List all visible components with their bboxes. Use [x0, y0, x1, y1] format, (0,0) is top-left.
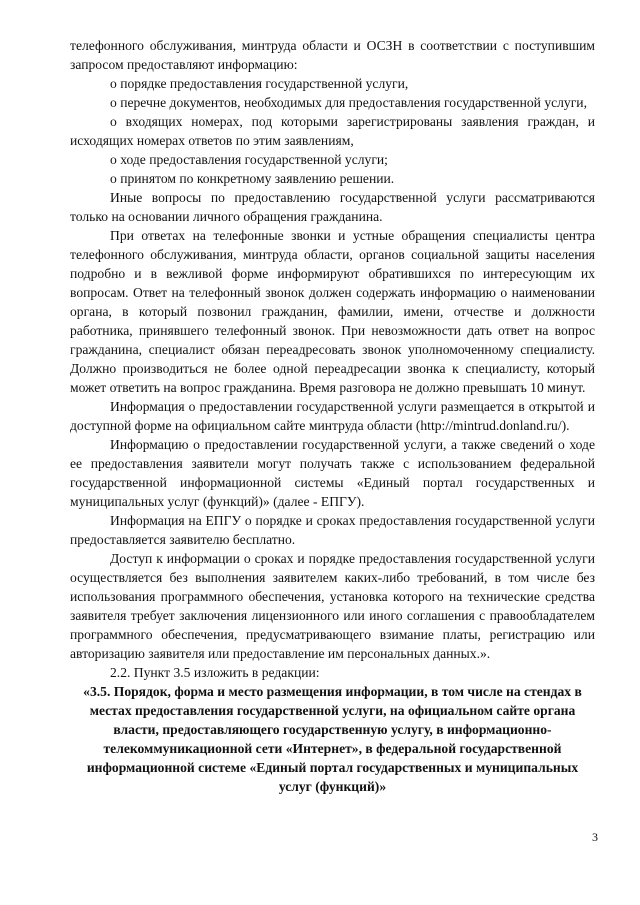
paragraph: При ответах на телефонные звонки и устные обращения специалисты центра телефонного обслуживания, минтруда области, органов социальной защиты населения подробно и в вежливой форме информируют обратившихся по интересующим их вопросам. Ответ на телефонный звонок должен содержать информацию о наименовании органа, в который позвонил гражданин, фамилии, имени, отчестве и должности работника, принявшего телефонный звонок. При невозможности дать ответ на вопрос гражданина, специалист обязан переадресовать звонок уполномоченному специалисту. Должно производиться не более одной переадресации звонка к специалисту, который может ответить на вопрос гражданина. Время разговора не должно превышать 10 минут.: [70, 228, 595, 395]
section-heading: «3.5. Порядок, форма и место размещения информации, в том числе на стендах в местах предоставления государственной услуги, на официальном сайте органа власти, предоставляющего государственную услугу, в информационно-телекоммуникационной сети «Интернет», в федеральной государственной информационной системе «Единый портал государственных и муниципальных услуг (функций)»: [83, 684, 582, 794]
paragraph: Иные вопросы по предоставлению государственной услуги рассматриваются только на основании личного обращения гражданина.: [70, 190, 595, 224]
paragraph: Информацию о предоставлении государственной услуги, а также сведений о ходе ее предоставления заявители могут получать также с использованием федеральной государственной информационной системы «Единый портал государственных и муниципальных услуг (функций)» (далее - ЕПГУ).: [70, 437, 595, 509]
paragraph: телефонного обслуживания, минтруда области и ОСЗН в соответствии с поступившим запросом предоставляют информацию:: [70, 38, 595, 72]
list-item: о ходе предоставления государственной услуги;: [110, 152, 388, 167]
paragraph: Доступ к информации о сроках и порядке предоставления государственной услуги осуществляется без выполнения заявителем каких-либо требований, в том числе без использования программного обеспечения, установка которого на технические средства заявителя требует заключения лицензионного или иного соглашения с правообладателем программного обеспечения, предусматривающего взимание платы, регистрацию или авторизацию заявителя или предоставление им персональных данных.».: [70, 551, 595, 661]
list-item: о входящих номерах, под которыми зарегистрированы заявления граждан, и исходящих номерах ответов по этим заявлениям,: [70, 114, 595, 148]
paragraph: Информация на ЕПГУ о порядке и сроках предоставления государственной услуги предоставляется заявителю бесплатно.: [70, 513, 595, 547]
paragraph: 2.2. Пункт 3.5 изложить в редакции:: [110, 665, 320, 680]
list-item: о порядке предоставления государственной услуги,: [110, 76, 409, 91]
document-body: [70, 36, 595, 796]
paragraph: Информация о предоставлении государственной услуги размещается в открытой и доступной форме на официальном сайте минтруда области (http://mintrud.donland.ru/).: [70, 399, 595, 433]
list-item: о перечне документов, необходимых для предоставления государственной услуги,: [110, 95, 587, 110]
page-number: 3: [592, 830, 598, 844]
list-item: о принятом по конкретному заявлению решении.: [110, 171, 395, 186]
